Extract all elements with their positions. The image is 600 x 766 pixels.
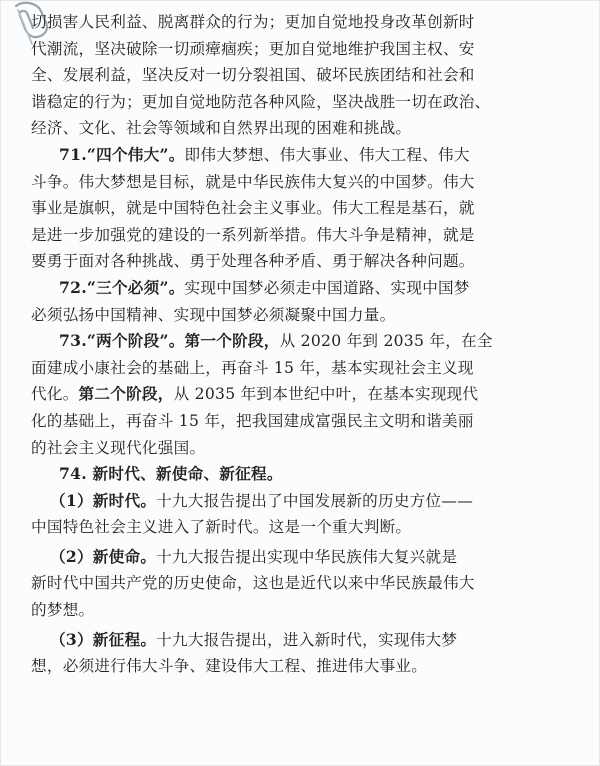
- subsection-3-text: 十九大报告提出，进入新时代，实现伟大梦: [156, 630, 458, 649]
- section-73-text: 从 2035 年到本世纪中叶，在基本实现现代: [173, 385, 479, 404]
- subsection-3-heading: （3）新征程。: [50, 629, 157, 649]
- subsection-1-heading: （1）新时代。: [50, 490, 157, 510]
- paragraph-line: 全、发展利益，坚决反对一切分裂祖国、破坏民族团结和社会和: [31, 66, 475, 85]
- section-72-text: 实现中国梦必须走中国道路、实现中国梦: [184, 278, 470, 297]
- paragraph-line: 切损害人民利益、脱离群众的行为；更加自觉地投身改革创新时: [31, 13, 475, 31]
- subsection-3-line-1: [31, 627, 579, 654]
- paragraph-line: 经济、文化、社会等领域和自然界出现的困难和挑战。: [31, 119, 412, 138]
- section-73-stage-two: 第二个阶段，: [78, 384, 174, 404]
- section-73-heading: 73.“两个阶段”。: [59, 331, 185, 351]
- subsection-2-text: 十九大报告提出实现中华民族伟大复兴就是: [156, 547, 458, 566]
- subsection-2-line: 的梦想。: [31, 601, 95, 620]
- section-73-line-1: [31, 328, 579, 355]
- section-73-stage-one: 第一个阶段，: [184, 331, 280, 351]
- section-71-line: 要勇于面对各种挑战、勇于处理各种矛盾、勇于解决各种问题。: [31, 252, 475, 271]
- section-73-line: 化的基础上，再奋斗 15 年，把我国建成富强民主文明和谐美丽: [31, 411, 474, 430]
- section-73-line: 的社会主义现代化强国。: [31, 438, 206, 457]
- section-71-line-1: [31, 142, 579, 169]
- section-71-line: 是进一步加强党的建设的一系列新举措。伟大斗争是精神，就是: [31, 225, 475, 244]
- section-72-heading: 72.“三个必须”。: [59, 277, 185, 297]
- subsection-2-line-1: [31, 544, 579, 571]
- section-74-heading: 74. 新时代、新使命、新征程。: [59, 464, 283, 484]
- document-content: [31, 9, 579, 680]
- subsection-2-heading: （2）新使命。: [50, 546, 157, 566]
- section-73-text: 代化。: [31, 385, 79, 404]
- paragraph-line: 代潮流，坚决破除一切顽瘴痼疾；更加自觉地维护我国主权、安: [31, 39, 475, 58]
- subsection-2-line: 新时代中国共产党的历史使命，这也是近代以来中华民族最伟大: [31, 574, 475, 593]
- section-71-line: 事业是旗帜，就是中国特色社会主义事业。伟大工程是基石，就: [31, 199, 475, 218]
- subsection-1-line: 中国特色社会主义进入了新时代。这是一个重大判断。: [31, 518, 412, 537]
- subsection-1-text: 十九大报告提出了中国发展新的历史方位——: [156, 491, 474, 510]
- section-71-heading: 71.“四个伟大”。: [59, 144, 185, 164]
- subsection-1-line-1: [31, 488, 579, 515]
- section-73-text: 从 2020 年到 2035 年，在全: [279, 332, 493, 351]
- subsection-3-line: 想，必须进行伟大斗争、建设伟大工程、推进伟大事业。: [31, 657, 428, 676]
- section-71-text: 即伟大梦想、伟大事业、伟大工程、伟大: [184, 145, 470, 164]
- section-73-line: 面建成小康社会的基础上，再奋斗 15 年，基本实现社会主义现: [31, 358, 474, 377]
- paragraph-line: 谐稳定的行为；更加自觉地防范各种风险，坚决战胜一切在政治、: [31, 92, 491, 111]
- section-71-line: 斗争。伟大梦想是目标，就是中华民族伟大复兴的中国梦。伟大: [31, 172, 475, 191]
- section-72-line: 必须弘扬中国精神、实现中国梦必须凝聚中国力量。: [31, 305, 396, 324]
- section-72-line-1: [31, 275, 579, 302]
- section-73-line-3: [31, 381, 579, 408]
